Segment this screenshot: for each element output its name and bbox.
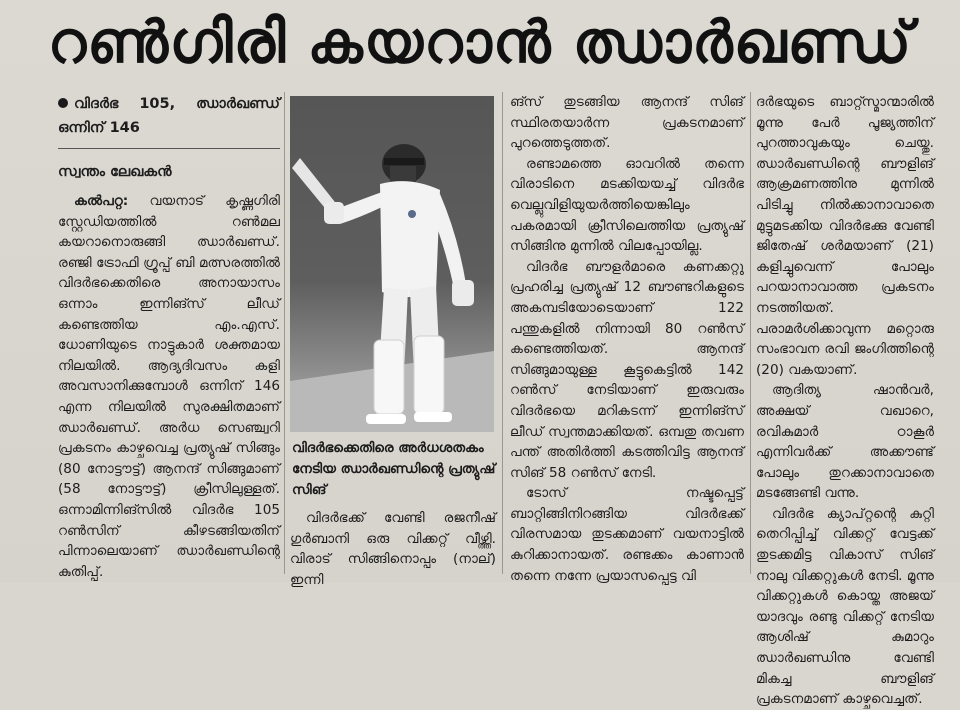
column-2-text: വിദർഭക്ക് വേണ്ടി രജനീഷ് ഗുർബാനി ഒരു വിക്കറ്റ് വീഴ്ത്തി. വിരാട് സിങ്ങിനൊപ്പം (നാല്) ഇന്നി	[290, 510, 496, 588]
column-divider	[284, 92, 285, 574]
column-4	[756, 92, 934, 708]
column-4-paragraph: വിദർഭ ക്യാപ്റ്റന്റെ കുറ്റി തെറിപ്പിച്ച് വിക്കറ്റ് വേട്ടക്ക് തുടക്കമിട്ട വികാസ് സിങ് നാലു വിക്കറ്റുകൾ നേടി. മൂന്നു വിക്കറ്റുകൾ കൊയ്ത അജയ് യാദവും രണ്ടു വിക്കറ്റ് നേടിയ ആശിഷ് കുമാറും ഝാർഖണ്ഡിനു വേണ്ടി മികച്ച ബൗളിങ് പ്രകടനമാണ് കാഴ്ചവെച്ചത്.	[756, 505, 934, 708]
divider	[58, 148, 280, 149]
batsman-photo-illustration	[290, 96, 494, 432]
deck-text: വിദർഭ 105, ഝാർഖണ്ഡ് ഒന്നിന് 146	[58, 96, 280, 136]
cricket-player-photo	[290, 96, 494, 432]
bullet-icon	[58, 98, 68, 108]
dateline: കൽപറ്റ:	[74, 193, 129, 209]
column-2-continuation	[290, 508, 496, 588]
column-3-paragraph: രണ്ടാമത്തെ ഓവറിൽ തന്നെ വിരാടിനെ മടക്കിയയച്ച് വിദർഭ വെല്ലുവിളിയുയർത്തിയെങ്കിലും പകരമായി ക്രീസിലെത്തിയ പ്രത്യുഷ് സിങ്ങിനു മുന്നിൽ വിലപ്പോയില്ല.	[510, 155, 744, 255]
column-divider	[502, 92, 503, 574]
column-3-paragraph: ങ്സ് തുടങ്ങിയ ആനന്ദ് സിങ് സ്ഥിരതയാർന്ന പ്രകടനമാണ് പുറത്തെടുത്തത്.	[510, 94, 744, 152]
deck	[58, 92, 280, 140]
column-divider	[750, 92, 751, 574]
photo-caption: വിദർഭക്കെതിരെ അർധശതകം നേടിയ ഝാർഖണ്ഡിന്റെ പ്രത്യുഷ് സിങ്	[292, 440, 496, 498]
column-1-text: വയനാട് കൃഷ്ണഗിരി സ്റ്റേഡിയത്തിൽ റൺമല കയറാനൊരുങ്ങി ഝാർഖണ്ഡ്. രഞ്ജി ട്രോഫി ഗ്രൂപ്പ് ബി മത്സരത്തിൽ വിദർഭക്കെതിരെ അനായാസം ഒന്നാം ഇന്നിങ്സ് ലീഡ് കണ്ടെത്തിയ എം.എസ്. ധോണിയുടെ നാട്ടുകാർ ശക്തമായ നിലയിൽ. ആദ്യദിവസം കളി അവസാനിക്കുമ്പോൾ ഒന്നിന് 146 എന്ന നിലയിൽ സുരക്ഷിതമാണ് ഝാർഖണ്ഡ്. അർധ സെഞ്ച്വറി പ്രകടനം കാഴ്ചവെച്ച പ്രത്യുഷ് സിങ്ങും (80 നോട്ടൗട്ട്) ആനന്ദ് സിങ്ങുമാണ് (58 നോട്ടൗട്ട്) ക്രീസിലുള്ളത്. ഒന്നാമിന്നിങ്സിൽ വിദർഭ 105 റൺസിന് കീഴടങ്ങിയതിന് പിന്നാലെയാണ് ഝാർഖണ്ഡിന്റെ കുതിപ്പ്.	[58, 193, 280, 580]
column-4-paragraph: ദർഭയുടെ ബാറ്റ്സ്മാന്മാരിൽ മൂന്നു പേർ പൂജ്യത്തിന് പുറത്താവുകയും ചെയ്തു. ഝാർഖണ്ഡിന്റെ ബൗളിങ് ആക്രമണത്തിനു മുന്നിൽ പിടിച്ചു നിൽക്കാനാവാതെ മുട്ടുമടക്കിയ വിദർഭക്കു വേണ്ടി ജിതേഷ് ശർമയാണ് (21) കളിച്ചുവെന്ന് പോലും പറയാനാവാത്ത പ്രകടനം നടത്തിയത്. പരാമർശിക്കാവുന്ന മറ്റൊരു സംഭാവന രവി ജംഗിത്തിന്റെ (20) വകയാണ്.	[756, 94, 934, 378]
column-1-paragraph	[58, 191, 280, 582]
headline: റൺഗിരി കയറാൻ ഝാർഖണ്ഡ്	[47, 8, 913, 76]
column-1	[58, 92, 280, 580]
column-3-paragraph: വിദർഭ ബൗളർമാരെ കണക്കറ്റു പ്രഹരിച്ച പ്രത്യുഷ് 12 ബൗണ്ടറികളുടെ അകമ്പടിയോടെയാണ് 122 പന്തുകളിൽ നിന്നായി 80 റൺസ് കണ്ടെത്തിയത്. ആനന്ദ് സിങ്ങുമായുള്ള കൂട്ടുകെട്ടിൽ 142 റൺസ് നേടിയാണ് ഇരുവരും വിദർഭയെ മറികടന്ന് ഇന്നിങ്സ് ലീഡ് സ്വന്തമാക്കിയത്. ഒമ്പതു തവണ പന്ത് അതിർത്തി കടത്തിവിട്ട ആനന്ദ് സിങ് 58 റൺസ് നേടി.	[510, 258, 744, 481]
column-4-paragraph: ആദിത്യ ഷാൻവർ, അക്ഷയ് വഖാറെ, രവികുമാർ ഠാകൂർ എന്നിവർക്ക് അക്കൗണ്ട് പോലും തുറക്കാനാവാതെ മടങ്ങേണ്ടി വന്നു.	[756, 382, 934, 502]
byline: സ്വന്തം ലേഖകൻ	[58, 164, 172, 180]
column-3	[510, 92, 744, 584]
column-3-paragraph: ടോസ് നഷ്ടപ്പെട്ട് ബാറ്റിങ്ങിനിറങ്ങിയ വിദർഭക്ക് വിരസമായ തുടക്കമാണ് വയനാട്ടിൽ കുറിക്കാനായത്. രണ്ടക്കം കാണാൻ തന്നെ നന്നേ പ്രയാസപ്പെട്ട വി	[510, 485, 744, 584]
